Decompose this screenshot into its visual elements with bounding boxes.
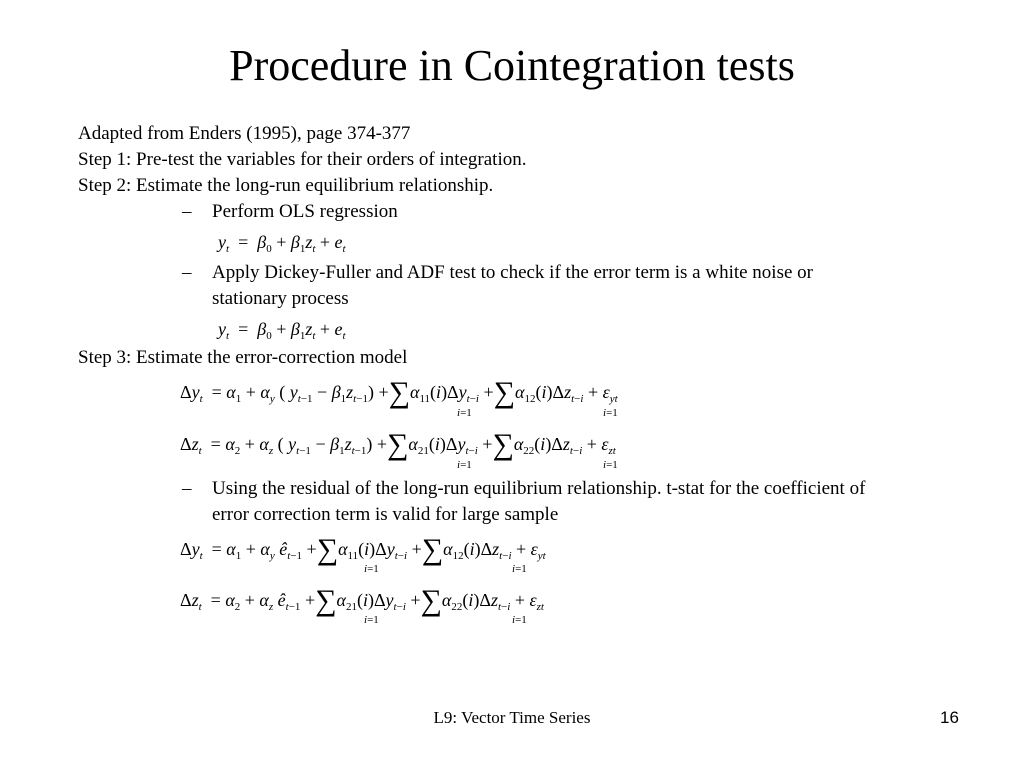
bullet-dickey-fuller: Apply Dickey-Fuller and ADF test to check if the error term is a white noise or stationary process [212, 262, 813, 309]
equation-ecm-y: $\Delta y_t = \alpha_1 + \alpha_y$ ( $y_{t-1} - \beta_1z_{t-1}) +\sum\alpha_{11}(i)\Delta y_{t-i} +\sum\alpha_{12}(i)\Delta z_{t-i} + \varepsilon_{yt}$ [180, 376, 618, 409]
step-3: Step 3: Estimate the error-correction model [78, 347, 408, 368]
step-1: Step 1: Pre-test the variables for their orders of integration. [78, 149, 527, 170]
bullet-dash: – [182, 478, 192, 499]
source-note: Adapted from Enders (1995), page 374-377 [78, 123, 411, 144]
equation-ols: $y_t = \beta_0 + \beta_1z_t + e_t$ [218, 232, 346, 255]
equation-residual-z: $\Delta z_t = \alpha_2 + \alpha_z$ $ê_{t-1} +\sum\alpha_{21}(i)\Delta y_{t-i} +\sum\alpha_{22}(i)\Delta z_{t-i} + \varepsilon_{zt}$ [180, 584, 544, 617]
footer-text: L9: Vector Time Series [433, 708, 591, 727]
sum-limit: i=1 [457, 407, 472, 419]
sum-limit: i=1 [457, 459, 472, 471]
equation-df: $y_t = \beta_0 + \beta_1z_t + e_t$ [218, 319, 346, 342]
equation-residual-y: $\Delta y_t = \alpha_1 + \alpha_y$ $ê_{t-1} +\sum\alpha_{11}(i)\Delta y_{t-i} +\sum\alpha_{12}(i)\Delta z_{t-i} + \varepsilon_{yt}$ [180, 533, 546, 566]
sum-limit: i=1 [603, 459, 618, 471]
sum-limit: i=1 [512, 614, 527, 626]
bullet-dash: – [182, 262, 192, 283]
sum-limit: i=1 [512, 563, 527, 575]
step-2: Step 2: Estimate the long-run equilibrium relationship. [78, 175, 494, 196]
sum-limit: i=1 [364, 563, 379, 575]
equation-ecm-z: $\Delta z_t = \alpha_2 + \alpha_z$ ( $y_{t-1} - \beta_1z_{t-1}) +\sum\alpha_{21}(i)\Delta y_{t-i} +\sum\alpha_{22}(i)\Delta z_{t-i} + \varepsilon_{zt}$ [180, 428, 616, 461]
page-number: 16 [940, 708, 959, 727]
bullet-ols: Perform OLS regression [212, 201, 398, 222]
sum-limit: i=1 [603, 407, 618, 419]
bullet-dash: – [182, 201, 192, 222]
slide-title: Procedure in Cointegration tests [229, 41, 795, 90]
sum-limit: i=1 [364, 614, 379, 626]
bullet-residual: Using the residual of the long-run equilibrium relationship. t-stat for the coefficient of error correction term is valid for large sample [212, 478, 866, 525]
